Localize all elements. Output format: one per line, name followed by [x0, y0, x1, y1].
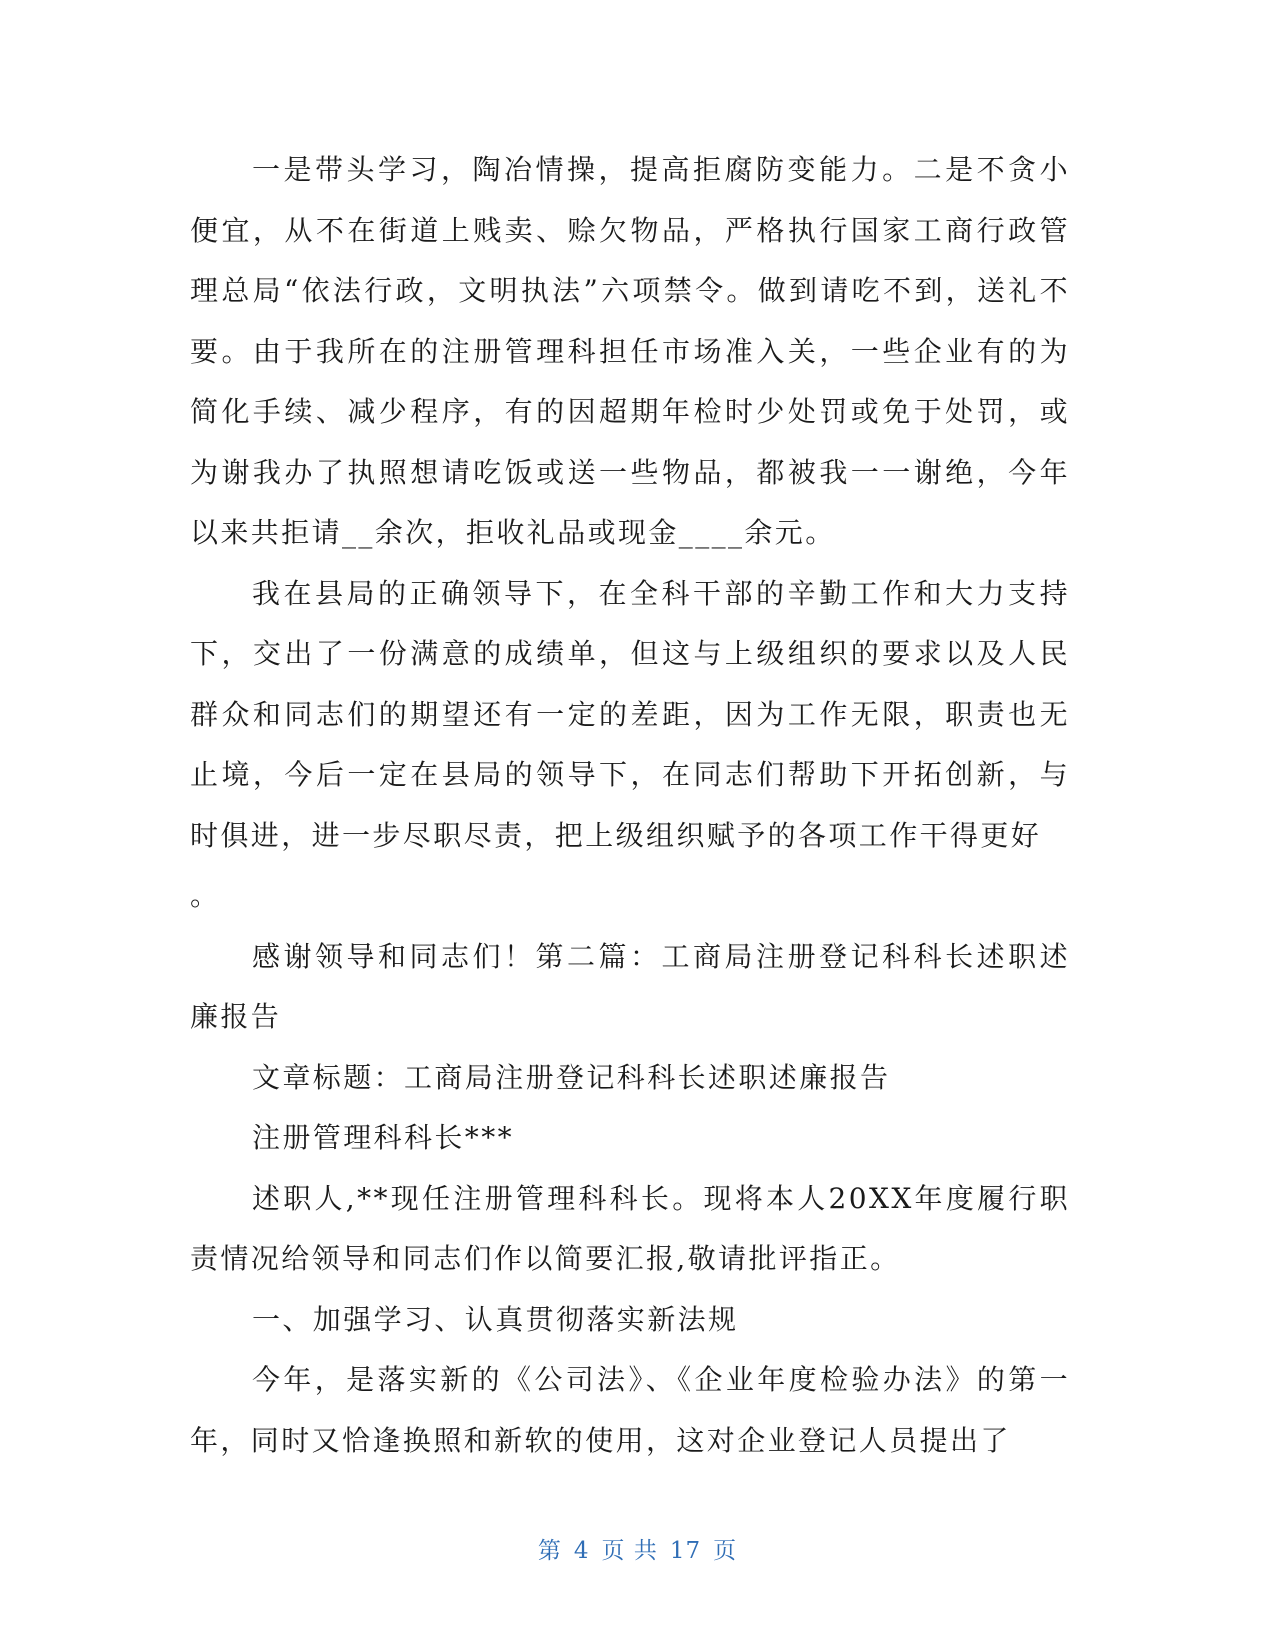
paragraph-summary: 我在县局的正确领导下，在全科干部的辛勤工作和大力支持下，交出了一份满意的成绩单，但这与上级组织的要求以及人民群众和同志们的期望还有一定的差距，因为工作无限，职责也无止境，今后一定在县局的领导下，在同志们帮助下开拓创新，与时俱进，进一步尽职尽责，把上级组织赋予的各项工作干得更好 — [190, 576, 1070, 852]
article-title: 文章标题：工商局注册登记科科长述职述廉报告 — [252, 1060, 891, 1094]
footer-middle: 页 共 — [601, 1538, 658, 1564]
paragraph-intro: 述职人,**现任注册管理科科长。现将本人20XX年度履行职责情况给领导和同志们作以简要汇报,敬请批评指正。 — [190, 1181, 1070, 1275]
section-heading: 一、加强学习、认真贯彻落实新法规 — [252, 1302, 739, 1336]
footer-total-pages: 17 — [669, 1538, 702, 1564]
footer-prefix: 第 — [537, 1538, 562, 1564]
footer-suffix: 页 — [713, 1538, 738, 1564]
paragraph-period: 。 — [190, 879, 221, 912]
paragraph-thanks: 感谢领导和同志们！第二篇：工商局注册登记科科长述职述廉报告 — [190, 939, 1070, 1033]
author-line: 注册管理科科长*** — [252, 1121, 515, 1154]
footer-current-page: 4 — [573, 1538, 590, 1564]
page-footer — [0, 1532, 1275, 1565]
paragraph-integrity: 一是带头学习，陶冶情操，提高拒腐防变能力。二是不贪小便宜，从不在街道上贱卖、赊欠物品，严格执行国家工商行政管理总局“依法行政，文明执法”六项禁令。做到请吃不到，送礼不要。由于我所在的注册管理科担任市场准入关，一些企业有的为简化手续、减少程序，有的因超期年检时少处罚或免于处罚，或为谢我办了执照想请吃饭或送一些物品，都被我一一谢绝，今年以来共拒请__余次，拒收礼品或现金____余元。 — [190, 153, 1070, 549]
paragraph-this-year: 今年，是落实新的《公司法》、《企业年度检验办法》的第一年，同时又恰逢换照和新软的使用，这对企业登记人员提出了 — [190, 1363, 1070, 1457]
document-body — [190, 140, 1070, 1471]
